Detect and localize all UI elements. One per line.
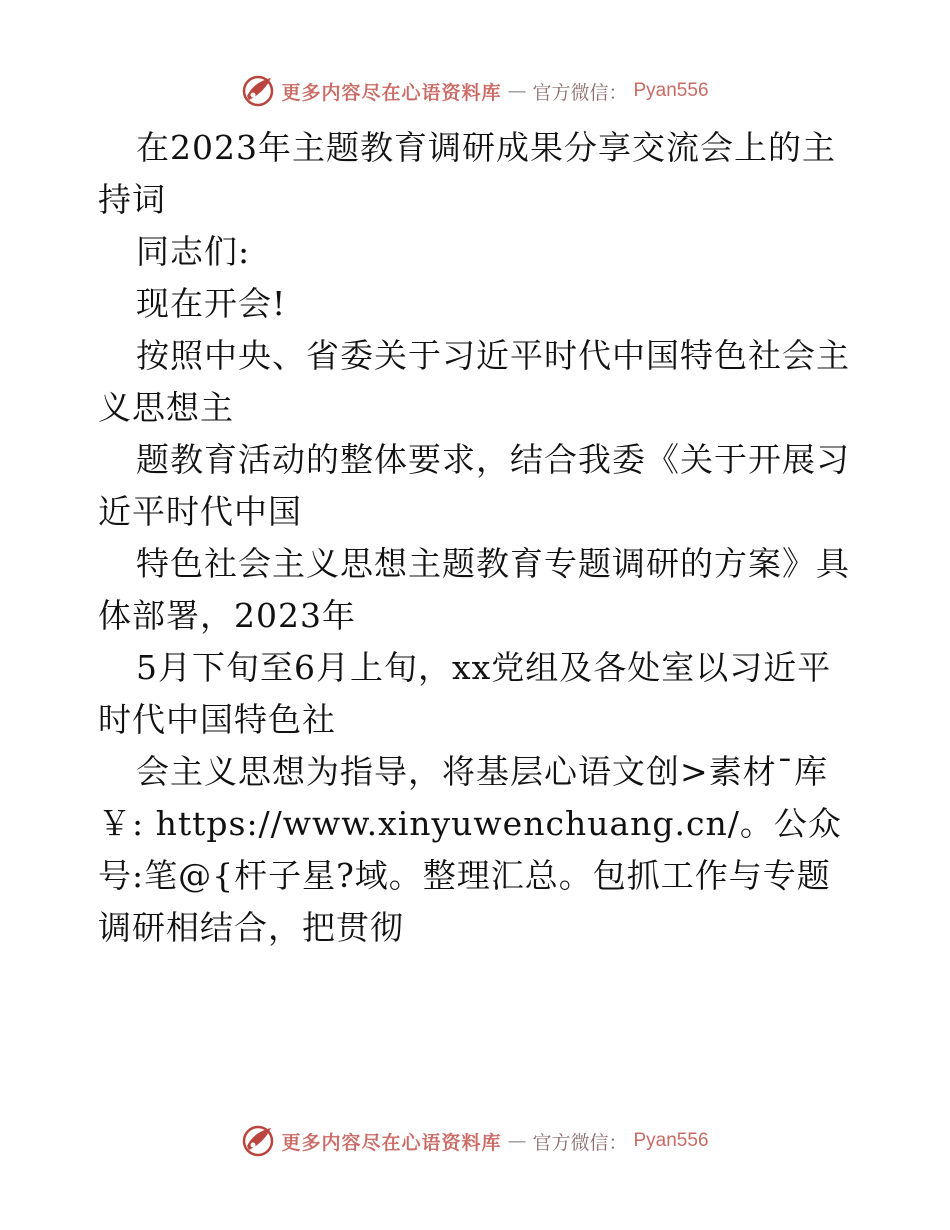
banner-wechat-label: 官方微信： [532,1131,628,1154]
banner-promo-text: 更多内容尽在心语资料库 [281,1131,502,1154]
banner-separator: — [507,80,527,102]
salutation: 同志们: [136,232,251,271]
body-paragraph: 按照中央、省委关于习近平时代中国特色社会主义思想主 [98,336,850,427]
pen-nib-logo-icon [241,1124,275,1158]
banner-wechat-account: Pyan556 [633,1130,709,1151]
header-watermark-banner [0,71,950,111]
opening-line: 现在开会! [136,284,287,323]
body-paragraph: 题教育活动的整体要求，结合我委《关于开展习近平时代中国 [98,440,850,531]
footer-watermark-banner [0,1121,950,1161]
banner-wechat-account: Pyan556 [633,80,709,101]
banner-separator: — [507,1130,527,1152]
banner-wechat-label: 官方微信： [532,81,628,104]
banner-promo-text: 更多内容尽在心语资料库 [281,81,502,104]
body-paragraph: 特色社会主义思想主题教育专题调研的方案》具体部署，2023年 [98,544,850,635]
document-body [98,122,858,954]
pen-nib-logo-icon [241,74,275,108]
document-title: 在2023年主题教育调研成果分享交流会上的主持词 [98,128,836,219]
body-paragraph: 会主义思想为指导，将基层心语文创>素材¯库￥: https://www.xinyuwenchuang.cn/。公众号:笔@{杆子星?域。整理汇总。包抓工作与专题调研相结合，把贯彻 [98,752,842,947]
body-paragraph: 5月下旬至6月上旬，xx党组及各处室以习近平时代中国特色社 [98,648,832,739]
